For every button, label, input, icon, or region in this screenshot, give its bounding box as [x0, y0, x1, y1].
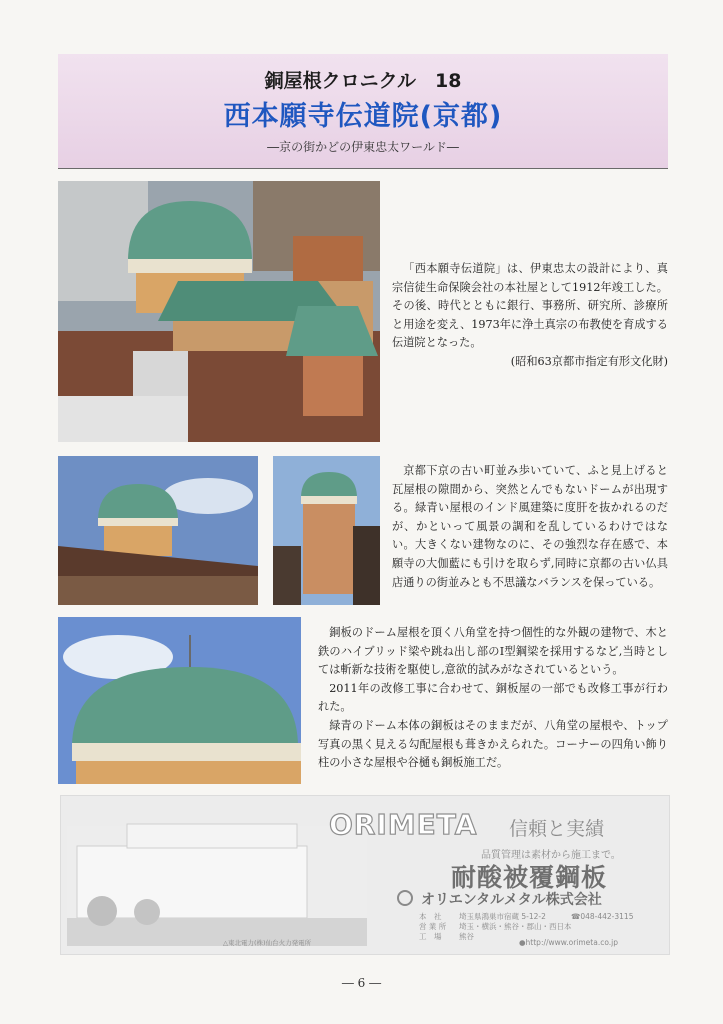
article-header — [58, 54, 668, 168]
renovation-para-3: 緑青のドーム本体の銅板はそのままだが、八角堂の屋根や、トップ写真の黒く見える勾配屋根も葺きかえられた。コーナーの四角い飾り柱の小さな屋根や谷樋も銅板施工だ。 — [318, 718, 668, 770]
advertisement — [60, 795, 670, 955]
ad-product: 耐酸被覆鋼板 — [451, 863, 608, 892]
ad-url: ●http://www.orimeta.co.jp — [519, 938, 619, 947]
ad-phone: ☎048-442-3115 — [571, 912, 634, 921]
photo-dome-closeup — [58, 617, 301, 784]
ad-contact-info: 本 社 埼玉県鴻巣市宿蔵 5-12-2 営 業 所 埼玉・横浜・熊谷・郡山・西日本 工 場 熊谷 — [419, 912, 572, 941]
article-subtitle: ―京の街かどの伊東忠太ワールド― — [267, 140, 459, 154]
paragraph-impression: 京都下京の古い町並み歩いていて、ふと見上げると瓦屋根の隙間から、突然とんでもないドームが出現する。緑青い屋根のインド風建築に度肝を抜かれるのだが、かといって風景の調和を乱しているわけではない。大きくない建物なのに、その強烈な存在感で、本願寺の大伽藍にも引けを取らず,同時に京都の古い仏具店通りの街並みとも不思議なバランスを保っている。 — [392, 464, 668, 589]
factory-illustration — [67, 806, 367, 946]
paragraph-renovation — [318, 624, 668, 773]
photo-dome-rooftops — [58, 456, 258, 605]
renovation-para-1: 銅板のドーム屋根を頂く八角堂を持つ個性的な外観の建物で、木と鉄のハイブリッド梁や跳ね出し部のI型鋼梁を採用するなど,当時としては斬新な技術を駆使し,意欲的試みがなされているという。 — [318, 626, 668, 677]
article-title: 西本願寺伝道院(京都) — [223, 101, 503, 132]
ad-note: 品質管理は素材から施工まで。 — [481, 850, 621, 861]
orimeta-logo: ORIMETA — [329, 808, 478, 841]
series-title: 銅屋根クロニクル 18 — [264, 70, 462, 92]
photo-main-building — [58, 181, 380, 442]
photo-tower-street — [273, 456, 380, 605]
designation-note: (昭和63京都市指定有形文化財) — [510, 354, 668, 368]
renovation-para-2: 2011年の改修工事に合わせて、銅板屋の一部でも改修工事が行われた。 — [318, 681, 668, 714]
ad-company: オリエンタルメタル株式会社 — [421, 892, 602, 908]
paragraph-history: 「西本願寺伝道院」は、伊東忠太の設計により、真宗信徒生命保険会社の本社屋として1912年竣工した。その後、時代とともに銀行、事務所、研究所、診療所と用途を変え、1973年に浄土真宗の布教使を育成する伝道院となった。 (昭和63京都市指定有形文化財) — [392, 260, 668, 372]
header-rule — [58, 168, 668, 169]
ad-tagline: 信頼と実績 — [509, 818, 605, 840]
ad-photo-caption: △東北電力(株)仙台火力発電所 — [223, 939, 312, 947]
page-number: ― 6 ― — [341, 976, 382, 990]
company-mark-icon — [397, 890, 413, 906]
